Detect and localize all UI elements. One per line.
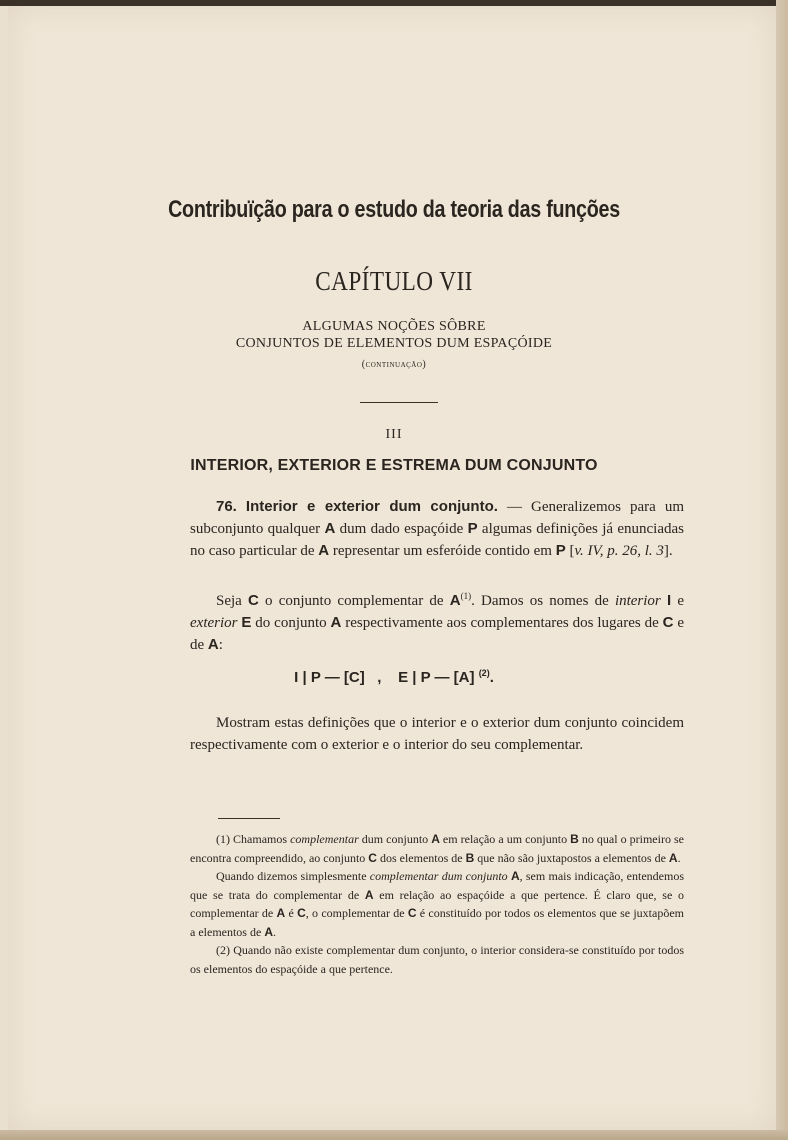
formula-interior: I | P — [C] (294, 669, 365, 686)
paragraph-heading: Interior e exterior dum conjunto. (245, 498, 498, 515)
paragraph-number: 76. (216, 498, 237, 515)
paragraph-76: 76. Interior e exterior dum conjunto. — Generalizemos para um subconjunto qualquer A dum dado espaçóide P algumas definições já enunciadas no caso particular de A representar um esferóide contido em P [v. IV, p. 26, l. 3]. (190, 498, 685, 559)
footnotes (190, 830, 684, 978)
paragraph-definition: Seja C o conjunto complementar de $A^{(1)}$. Damos os nomes de interior I e exterior E do conjunto A respectivamente aos complementares dos lugares de C e de A: (190, 591, 685, 653)
section-title: INTERIOR, EXTERIOR E ESTREMA DUM CONJUNTO (190, 457, 598, 474)
page-edge-right (776, 0, 788, 1140)
footnote-ref-1[interactable]: (1) (460, 591, 472, 601)
cross-reference: v. IV, p. 26, l. 3 (574, 543, 664, 559)
section-number: III (385, 427, 403, 442)
section-divider (360, 402, 438, 403)
footnote-1-continued: Quando dizemos simplesmente complementar dum conjunto A, sem mais indicação, entendemos que se trata do complementar de A em relação ao espaçóide a que pertence. É claro que, se o complementar de A é C, o complementar de C é constituído por todos os elementos que se juxtapõem a elementos de A. (190, 869, 685, 939)
footnote-ref-2[interactable]: (2) (478, 668, 490, 678)
formula-exterior: E | P — [A] (398, 669, 475, 686)
article-title: Contribuïção para o estudo da teoria das funções (168, 196, 620, 223)
continuation-note: (continuação) (361, 359, 427, 370)
footnote-1: (1) Chamamos complementar dum conjunto A em relação a um conjunto B no qual o primeiro se encontra compreendido, ao conjunto C dos elementos de B que não são juxtapostos a elementos de A. (190, 832, 685, 865)
footnote-2: (2) Quando não existe complementar dum conjunto, o interior considera-se constituído por todos os elementos do espaçóide a que pertence. (190, 943, 684, 976)
chapter-heading: CAPÍTULO VII (315, 266, 473, 296)
page-edge-bottom (0, 1130, 788, 1140)
paragraph-conclusion: Mostram estas definições que o interior e o exterior dum conjunto coincidem respectivamente com o exterior e o interior do seu complementar. (190, 715, 684, 753)
definition-formula: I | P — [C] , E | P — [A] $^{(2)}$. (294, 668, 494, 686)
footnote-separator (218, 818, 280, 819)
chapter-subtitle-line1: ALGUMAS NOÇÕES SÔBRE (302, 319, 486, 334)
chapter-subtitle-line2: CONJUNTOS DE ELEMENTOS DUM ESPAÇÓIDE (235, 336, 553, 351)
